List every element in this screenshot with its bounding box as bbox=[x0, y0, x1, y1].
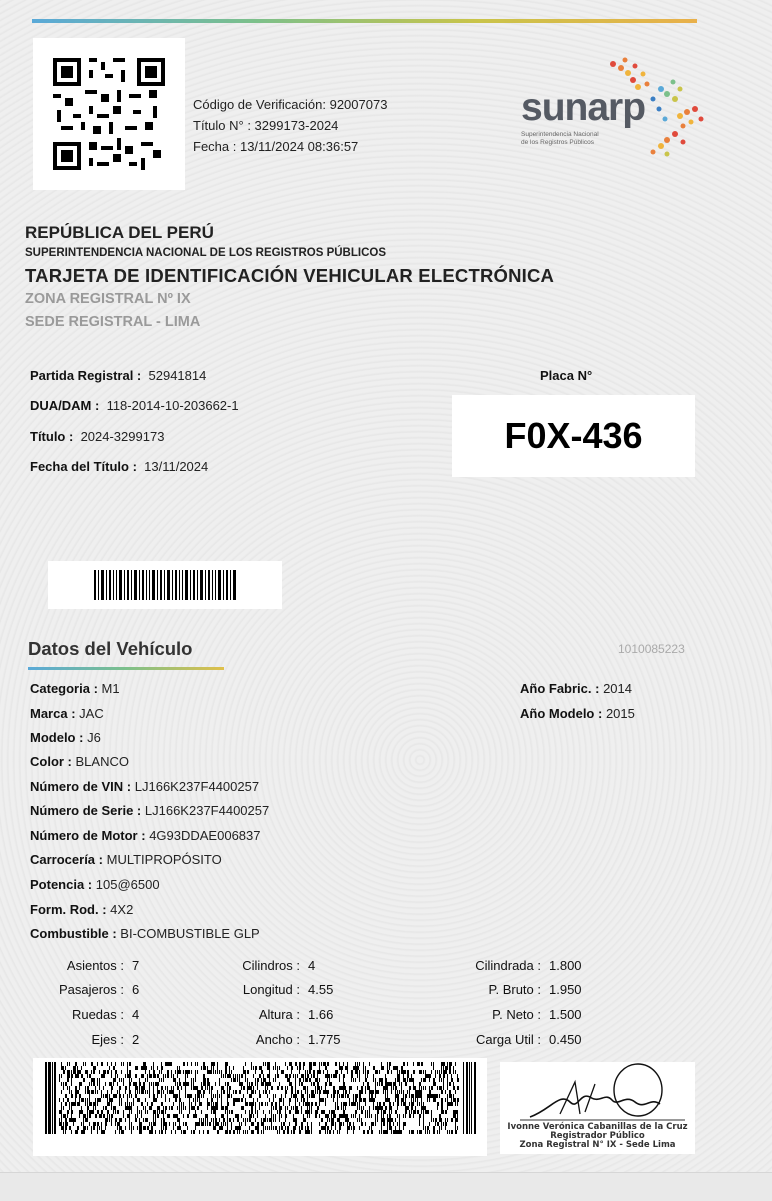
spec-cilindrada: 1.800 bbox=[549, 958, 582, 973]
top-color-line bbox=[32, 19, 697, 23]
spec-cilindros-label: Cilindros : bbox=[242, 958, 300, 973]
signer-zone: Zona Registral N° IX - Sede Lima bbox=[519, 1140, 676, 1150]
signer-name: Ivonne Verónica Cabanillas de la Cruz bbox=[507, 1122, 688, 1132]
titulo: Título : 2024-3299173 bbox=[30, 429, 165, 444]
section-title: Datos del Vehículo bbox=[28, 638, 193, 659]
field-potencia: Potencia : 105@6500 bbox=[30, 877, 160, 892]
title-number: Título N° : 3299173-2024 bbox=[193, 118, 339, 133]
spec-ancho-label: Ancho : bbox=[255, 1032, 300, 1047]
section-underline bbox=[28, 667, 224, 670]
dua-dam: DUA/DAM : 118-2014-10-203662-1 bbox=[30, 398, 239, 413]
spec-altura-label: Altura : bbox=[258, 1007, 300, 1022]
field-modelo: Modelo : J6 bbox=[30, 730, 101, 745]
qr-code-icon bbox=[53, 58, 165, 170]
spec-cilindrada-label: Cilindrada : bbox=[475, 958, 541, 973]
field-ano-modelo: Año Modelo : 2015 bbox=[520, 706, 635, 721]
spec-asientos-label: Asientos : bbox=[66, 958, 124, 973]
document-title: TARJETA DE IDENTIFICACIÓN VEHICULAR ELECTRÓNICA bbox=[25, 265, 555, 286]
fecha-titulo: Fecha del Título : 13/11/2024 bbox=[30, 459, 209, 474]
pdf417-barcode-box bbox=[33, 1058, 487, 1156]
barcode-box bbox=[48, 561, 282, 609]
field-form-rod: Form. Rod. : 4X2 bbox=[30, 902, 134, 917]
spec-p-bruto-label: P. Bruto : bbox=[488, 982, 541, 997]
field-categoria: Categoria : M1 bbox=[30, 681, 120, 696]
spec-carga-util: 0.450 bbox=[549, 1032, 582, 1047]
spec-pasajeros: 6 bbox=[132, 982, 140, 997]
field-color: Color : BLANCO bbox=[30, 754, 129, 769]
placa-number: F0X-436 bbox=[504, 415, 643, 456]
spec-altura: 1.66 bbox=[308, 1007, 334, 1022]
verification-code: Código de Verificación: 92007073 bbox=[193, 97, 388, 112]
spec-longitud: 4.55 bbox=[308, 982, 334, 997]
field-ano-fabric: Año Fabric. : 2014 bbox=[520, 681, 632, 696]
placa-box bbox=[452, 395, 695, 477]
issue-date: Fecha : 13/11/2024 08:36:57 bbox=[193, 139, 359, 154]
field-vin: Número de VIN : LJ166K237F4400257 bbox=[30, 779, 260, 794]
spec-ejes-label: Ejes : bbox=[91, 1032, 124, 1047]
spec-cilindros: 4 bbox=[308, 958, 316, 973]
bottom-strip bbox=[0, 1172, 772, 1201]
spec-pasajeros-label: Pasajeros : bbox=[58, 982, 124, 997]
spec-longitud-label: Longitud : bbox=[242, 982, 300, 997]
sunarp-logo bbox=[515, 54, 710, 164]
barcode-icon bbox=[94, 570, 236, 600]
sunarp-wordmark: sunarp bbox=[521, 86, 646, 129]
header-zona: ZONA REGISTRAL Nº IX bbox=[25, 291, 191, 307]
field-motor: Número de Motor : 4G93DDAE006837 bbox=[30, 828, 261, 843]
spec-p-neto: 1.500 bbox=[549, 1007, 582, 1022]
spec-ancho: 1.775 bbox=[308, 1032, 341, 1047]
header-superintendencia: SUPERINTENDENCIA NACIONAL DE LOS REGISTROS PÚBLICOS bbox=[25, 247, 387, 259]
header-sede: SEDE REGISTRAL - LIMA bbox=[25, 314, 201, 330]
spec-p-bruto: 1.950 bbox=[549, 982, 582, 997]
spec-ejes: 2 bbox=[132, 1032, 140, 1047]
pdf417-barcode-icon bbox=[45, 1062, 477, 1134]
spec-ruedas-label: Ruedas : bbox=[71, 1007, 124, 1022]
field-combustible: Combustible : BI-COMBUSTIBLE GLP bbox=[30, 926, 260, 941]
field-marca: Marca : JAC bbox=[30, 706, 104, 721]
spec-p-neto-label: P. Neto : bbox=[492, 1007, 541, 1022]
spec-asientos: 7 bbox=[132, 958, 140, 973]
partida-registral: Partida Registral : 52941814 bbox=[30, 368, 207, 383]
document-code: 1010085223 bbox=[618, 642, 685, 656]
sunarp-subtitle: Superintendencia Nacional de los Registros Públicos bbox=[521, 131, 599, 146]
spec-ruedas: 4 bbox=[132, 1007, 140, 1022]
spec-carga-util-label: Carga Util : bbox=[475, 1032, 541, 1047]
field-serie: Número de Serie : LJ166K237F4400257 bbox=[30, 803, 270, 818]
signer-role: Registrador Público bbox=[550, 1131, 645, 1141]
header-republica: REPÚBLICA DEL PERÚ bbox=[25, 223, 214, 242]
placa-label: Placa N° bbox=[540, 368, 593, 383]
signature-box bbox=[500, 1062, 695, 1154]
signature-icon bbox=[500, 1062, 695, 1122]
signer-info bbox=[500, 1123, 695, 1150]
qr-code-box bbox=[33, 38, 185, 190]
verification-meta bbox=[193, 94, 387, 157]
field-carroceria: Carrocería : MULTIPROPÓSITO bbox=[30, 852, 222, 867]
